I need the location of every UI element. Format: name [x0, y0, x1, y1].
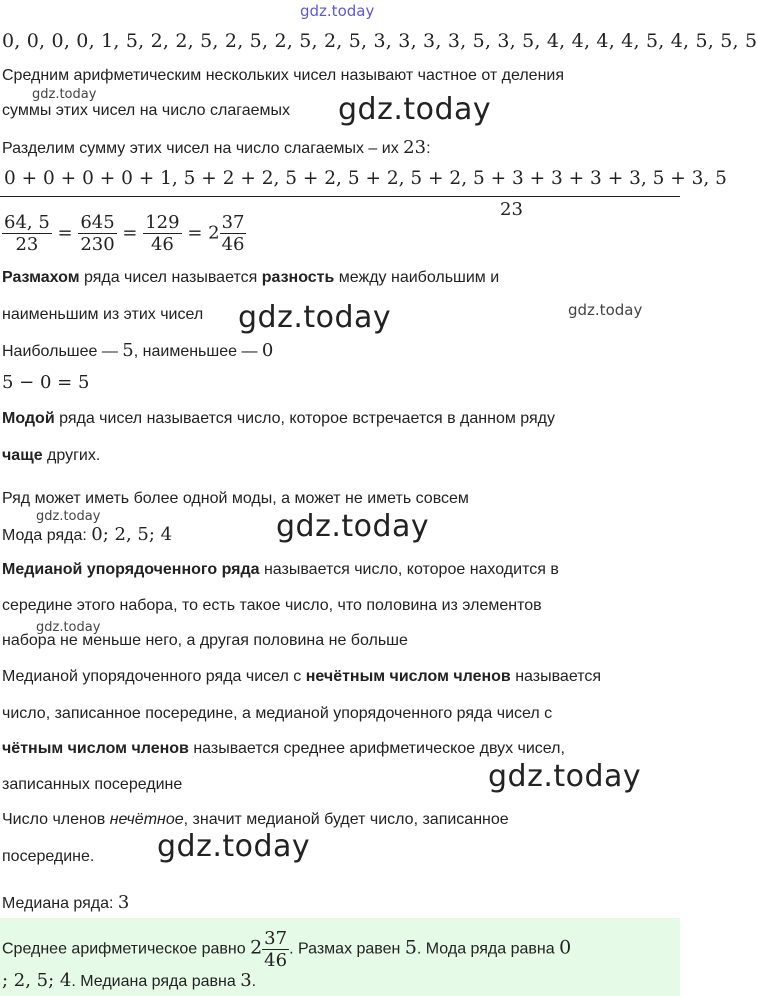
median-definition-line3: набора не меньше него, а другая половина не больше: [2, 632, 408, 649]
watermark-large: gdz.today: [488, 759, 642, 794]
mode-definition-line1: Модой ряда чисел называется число, которое встречается в данном ряду: [2, 410, 555, 427]
mean-definition-line1: Средним арифметическим нескольких чисел называют частное от деления: [2, 67, 565, 84]
median-definition-line1: Медианой упорядоченного ряда называется число, которое находится в: [2, 561, 559, 578]
median-result: Медиана ряда: 3: [2, 892, 130, 913]
median-definition-line2: середине этого набора, то есть такое число, что половина из элементов: [2, 597, 542, 614]
watermark-small: gdz.today: [36, 620, 101, 635]
mean-definition-line2: суммы этих чисел на число слагаемых: [2, 102, 291, 119]
median-count-line2: посередине.: [2, 848, 95, 865]
median-odd-line1: Медианой упорядоченного ряда чисел с нечётным числом членов называется: [2, 668, 601, 685]
number-sequence: 0, 0, 0, 0, 1, 5, 2, 2, 5, 2, 5, 2, 5, 2, 5, 3, 3, 3, 3, 5, 3, 5, 4, 4, 4, 4, 5, 4, 5, 5, 5: [2, 30, 757, 52]
median-odd-line2: число, записанное посередине, а медианой упорядоченного ряда чисел с: [2, 705, 553, 722]
median-even-line1: чётным числом членов называется среднее арифметическое двух чисел,: [2, 740, 565, 757]
fraction-bar: [0, 196, 680, 197]
watermark-large: gdz.today: [338, 92, 492, 127]
answer-line2: ; 2, 5; 4. Медиана ряда равна 3.: [2, 970, 257, 991]
watermark-small: gdz.today: [36, 509, 101, 524]
answer-line1: Среднее арифметическое равно 2 $\frac{37}{46}$ . Размах равен 5. Мода ряда равна 0: [2, 928, 572, 971]
fraction: $\frac{129}{46}$: [145, 212, 180, 255]
watermark-small: gdz.today: [32, 87, 97, 102]
fraction: $\frac{37}{46}$: [264, 928, 288, 971]
mode-note: Ряд может иметь более одной моды, а может не иметь совсем: [2, 490, 469, 507]
watermark-large: gdz.today: [238, 300, 392, 335]
mode-result: Мода ряда: 0; 2, 5; 4: [2, 524, 173, 545]
sum-denominator: 23: [500, 199, 523, 220]
fraction: $\frac{64, 5}{23}$: [4, 212, 50, 255]
watermark-large: gdz.today: [276, 509, 430, 544]
range-max-min: Наибольшее — 5, наименьшее — 0: [2, 340, 274, 361]
fraction-chain: $\frac{64, 5}{23}$ = $\frac{645}{230}$ = $\frac{129}{46}$ = 2 $\frac{37}{46}$: [4, 212, 245, 255]
fraction: $\frac{37}{46}$: [221, 212, 245, 255]
range-definition-line2: наименьшим из этих чисел: [2, 306, 204, 323]
median-even-line2: записанных посередине: [2, 776, 183, 793]
range-definition-line1: Размахом ряда чисел называется разность между наибольшим и: [2, 269, 500, 286]
range-calc: 5 − 0 = 5: [2, 372, 90, 393]
watermark-large: gdz.today: [157, 829, 311, 864]
sum-expression: 0 + 0 + 0 + 0 + 1, 5 + 2 + 2, 5 + 2, 5 + 2, 5 + 2, 5 + 3 + 3 + 3 + 3, 5 + 3, 5: [4, 168, 727, 189]
mean-step-text: Разделим сумму этих чисел на число слагаемых – их 23:: [2, 137, 431, 158]
fraction: $\frac{645}{230}$: [80, 212, 115, 255]
watermark-small: gdz.today: [568, 301, 643, 319]
mode-definition-line2: чаще других.: [2, 447, 101, 464]
median-count-line1: Число членов нечётное, значит медианой будет число, записанное: [2, 811, 509, 828]
answer-box: [0, 918, 680, 996]
watermark-top: gdz.today: [300, 2, 375, 20]
